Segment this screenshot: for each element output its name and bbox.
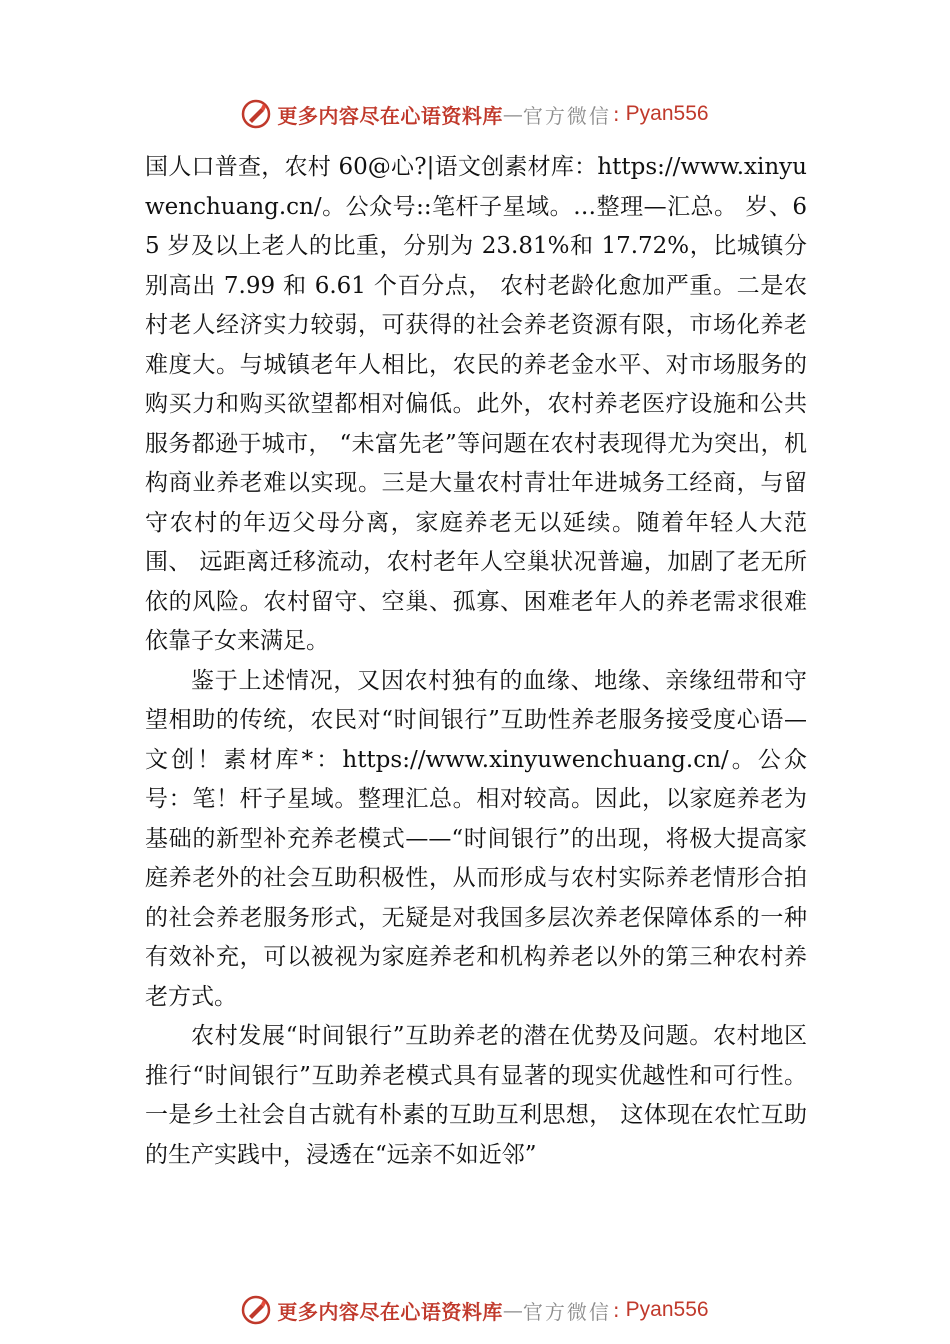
banner-separator: —: [502, 1298, 523, 1322]
document-body: [145, 148, 807, 1175]
banner-main-text: 更多内容尽在心语资料库: [277, 1299, 503, 1324]
header-banner: [0, 92, 950, 136]
banner-colon: :: [612, 102, 620, 126]
paragraph-1: 国人口普查，农村 60@心?|语文创素材库：https://www.xinyuwenchuang.cn/。公众号::笔杆子星域。…整理—汇总。 岁、65 岁及以上老人的比重，分别为 23.81%和 17.72%，比城镇分别高出 7.99 和 6.61 个百分点， 农村老龄化愈加严重。二是农村老人经济实力较弱，可获得的社会养老资源有限，市场化养老难度大。与城镇老年人相比，农民的养老金水平、对市场服务的购买力和购买欲望都相对偏低。此外，农村养老医疗设施和公共服务都逊于城市， “未富先老”等问题在农村表现得尤为突出，机构商业养老难以实现。三是大量农村青壮年进城务工经商，与留守农村的年迈父母分离，家庭养老无以延续。随着年轻人大范围、 远距离迁移流动，农村老年人空巢状况普遍，加剧了老无所依的风险。农村留守、空巢、孤寡、困难老年人的养老需求很难依靠子女来满足。: [145, 154, 807, 654]
logo-icon: [241, 1295, 271, 1325]
paragraph-3: 农村发展“时间银行”互助养老的潜在优势及问题。农村地区推行“时间银行”互助养老模式具有显著的现实优越性和可行性。一是乡土社会自古就有朴素的互助互利思想， 这体现在农忙互助的生产实践中，浸透在“远亲不如近邻”: [145, 1023, 807, 1168]
banner-wechat-id: Pyan556: [625, 1298, 709, 1321]
banner-wechat-id: Pyan556: [625, 102, 709, 125]
banner-wechat-label: 官方微信: [522, 1299, 611, 1324]
logo-icon: [241, 99, 271, 129]
banner-separator: —: [502, 102, 523, 126]
paragraph-2: 鉴于上述情况，又因农村独有的血缘、地缘、亲缘纽带和守望相助的传统，农民对“时间银行”互助性养老服务接受度心语—文创！素材库*：https://www.xinyuwenchuang.cn/。公众号：笔！杆子星域。整理汇总。相对较高。因此，以家庭养老为基础的新型补充养老模式——“时间银行”的出现，将极大提高家庭养老外的社会互助积极性，从而形成与农村实际养老情形合拍的社会养老服务形式，无疑是对我国多层次养老保障体系的一种有效补充，可以被视为家庭养老和机构养老以外的第三种农村养老方式。: [145, 667, 807, 1010]
banner-colon: :: [612, 1298, 620, 1322]
banner-main-text: 更多内容尽在心语资料库: [277, 103, 503, 128]
footer-banner: [0, 1288, 950, 1332]
banner-wechat-label: 官方微信: [522, 103, 611, 128]
